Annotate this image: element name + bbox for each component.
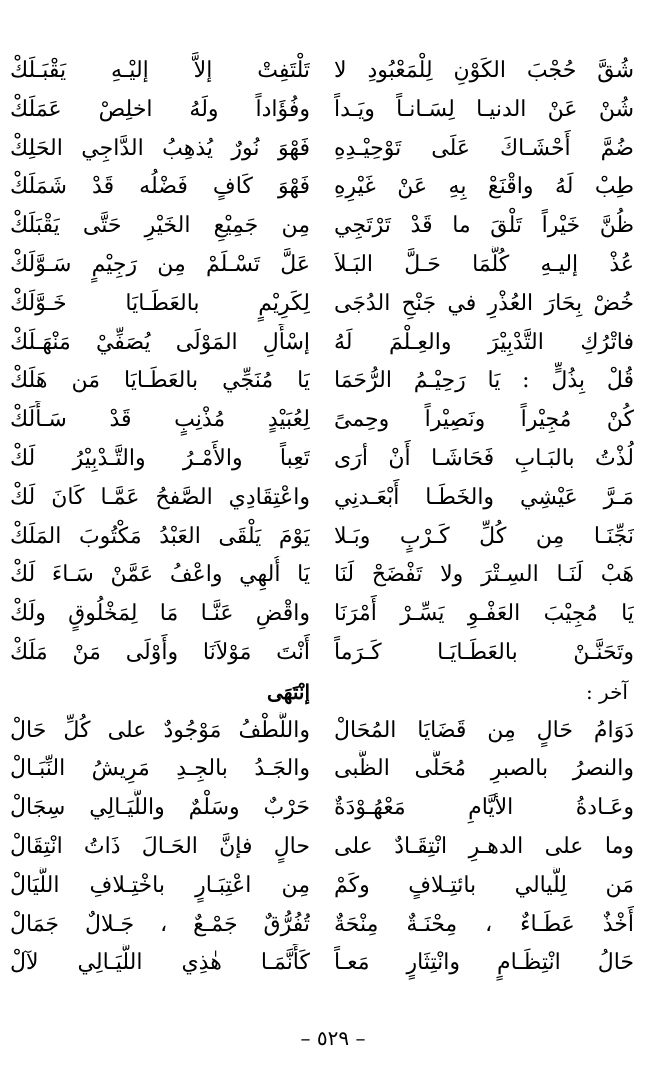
verse-line: ضُمَّ أَحْشَـاكَ عَلَى تَوْحِيْـدِهِ [334, 135, 634, 161]
verse-line: كُنْ مُجِيْراً ونَصِيْراً وحِمىً [334, 407, 634, 433]
poem-label-other: آخر : [585, 679, 628, 704]
poem-end-label: إنْتَهَى [266, 679, 310, 704]
verse-line: لِكَرِيْمٍ بالعَطَـايَا خَـوَّلَكْ [10, 290, 310, 316]
verse-line: حَرْبٌ وسَلْمٌ واللَّيَـالِي سِجَالْ [10, 795, 310, 821]
verse-line: دَوَامُ حَالٍ مِن قَضَايَا المُحَالْ [334, 717, 634, 743]
verse-line: والنصرُ بالصبرِ مُحَلَّى الظُّبى [334, 756, 634, 782]
verse-line: واللُّطْفُ مَوْجُودٌ على كُلِّ حَالْ [10, 717, 310, 743]
verse-line: عَلَّ تَسْـلَمْ مِن رَجِيْمٍ سَـوَّلَكْ [10, 251, 310, 277]
verse-line: قُلْ بِذُلٍّ : يَا رَحِيْـمُ الرُّحَمَا [334, 368, 634, 394]
verse-line: نَجِّنَـا مِن كُلِّ كَـرْبٍ وبَـلا [334, 523, 634, 549]
verse-line: وعَـادةُ الأيَّامِ مَعْهُـوْدَةٌ [334, 795, 634, 821]
verse-line: لُذْتُ بالبَـابِ فَحَاشَـا أَنْ أرَى [334, 445, 634, 471]
verse-line: فاتْرُكِ التَّدْبِيْرَ والعِـلْمَ لَهُ [334, 329, 634, 355]
right-column [334, 52, 634, 983]
verse-line: يَا أُلهِي واعْفُ عَمَّنْ سَـاءَ لَكْ [10, 562, 310, 588]
verse-line: إسْأَلِ المَوْلَى يُصَفِّيْ مَنْهَـلَكْ [10, 329, 310, 355]
verse-line: تَعِباً والأَمْـرُ والتَّـدْبِيْرُ لَكْ [10, 445, 310, 471]
verse-line: وما على الدهـرِ انْتِقَـادٌ على [334, 833, 634, 859]
verse-line: ظُنَّ خَيْراً تَلْقَ ما قَدْ تَرْتَجِي [334, 213, 634, 239]
left-column [10, 52, 310, 983]
verse-line: يَا مُنَجِّي بالعَطَـايَا مَن هَلَكْ [10, 368, 310, 394]
verse-line: حالٍ فإنَّ الحَـالَ ذَاتُ انْتِقَالْ [10, 833, 310, 859]
verse-line: وتَحَنَّـنْ بالعَطَـايَـا كَـرَماً [334, 639, 634, 665]
verse-line: حَالُ انْتِظَـامٍ وانْتِثَارٍ مَعـاً [334, 950, 634, 976]
verse-line: يَا مُجِيْبَ العَفْـوِ يَسِّـرْ أَمْرَنَا [334, 601, 634, 627]
verse-line: تُفُرُّقٌ جَمْـعٌ ، جَـلالٌ جَمَالْ [10, 911, 310, 937]
verse-line: شُنْ عَنْ الدنيـا لِسَـانـاً ويَـداً [334, 96, 634, 122]
verse-line: يَوْمَ يَلْقَى العَبْدُ مَكْتُوبَ المَلَكْ [10, 523, 310, 549]
verse-line: مَن لِلَّيالي بائتِـلافٍ وكَمْ [334, 872, 634, 898]
verse-line: أَخْذٌ عَطَـاءٌ ، مِحْنَـةٌ مِنْحَةٌ [334, 911, 634, 937]
verse-line: واقْضِ عَنَّـا مَا لِمَخْلُوقٍ ولَكْ [10, 601, 310, 627]
verse-line: شُقَّ حُجْبَ الكَوْنِ لِلْمَعْبُودِ لا [334, 58, 634, 83]
verse-line: مِن جَمِيْعِ الخَيْرِ حَتَّى يَقْبَلَكْ [10, 213, 310, 239]
verse-line: هَبْ لَنَـا السِـتْرَ ولا تَفْضَحْ لَنَا [334, 562, 634, 588]
verse-line: كَأَنَّمَـا هٰذِي اللَّيَـالِي لآلْ [10, 950, 310, 976]
verse-line: واعْتِقَادِي الصَّفحُ عَمَّـا كَانَ لَكْ [10, 484, 310, 510]
verse-line: فَهْوَ كَافٍ فَضْلُه قَدْ شَمَلَكْ [10, 174, 310, 200]
verse-line: خُضْ بِحَارَ العُذْرِ في جَنْحِ الدُجَى [334, 290, 634, 316]
verse-line: والجَـدُ بالجِـدِ مَرِيشُ النِّبَـالْ [10, 756, 310, 782]
verse-line: فَهْوَ نُورٌ يُذهِبُ الدَّاجِي الحَلِكْ [10, 135, 310, 161]
verse-line: تَلْتَفِتْ إلاَّ إليْـهِ يَقْبَـلَكْ [10, 58, 310, 83]
verse-line: وفُؤَاداً ولَهُ اخلِصْ عَمَلَكْ [10, 96, 310, 122]
verse-line: عُذْ إليـهِ كُلَّمَا حَـلَّ البَـلاَ [334, 251, 634, 277]
verse-line: لِعُبَيْدٍ مُذْنِبٍ قَدْ سَـأَلَكْ [10, 407, 310, 433]
page-number: – ٥٢٩ – [300, 1026, 366, 1050]
verse-line: أَنْتَ مَوْلاَنَا وأَوْلَى مَنْ مَلَكْ [10, 639, 310, 665]
verse-line: مِن اعْتِبَـارٍ باخْتِـلافِ اللَّيَالْ [10, 872, 310, 898]
verse-line: طِبْ لَهُ واقْنَعْ بِهِ عَنْ غَيْرِهِ [334, 174, 634, 200]
verse-line: مَـرَّ عَيْشِي والخَطَـا أَبْعَـدنِي [334, 484, 634, 510]
